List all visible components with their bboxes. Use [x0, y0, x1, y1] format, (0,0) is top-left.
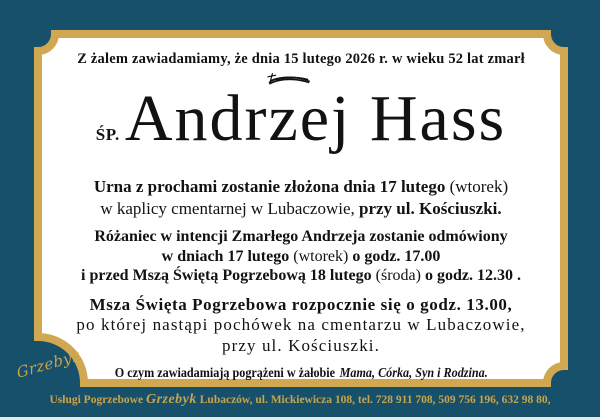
rosary-line-2-bold-a: w dniach 17 lutego	[161, 247, 294, 265]
rosary-line-3-bold-b: o godz. 12.30 .	[420, 267, 521, 284]
urn-line-2-plain: w kaplicy cmentarnej w Lubaczowie,	[100, 199, 360, 218]
mass-line-3: przy ul. Kościuszki.	[222, 335, 380, 355]
rosary-line-1: Różaniec w intencji Zmarłego Andrzeja zostanie odmówiony	[94, 228, 508, 245]
urn-info	[94, 176, 508, 220]
family-names: Mama, Córka, Syn i Rodzina.	[339, 365, 488, 380]
rosary-line-3	[81, 266, 521, 286]
mass-line-2: po której nastąpi pochówek na cmentarzu w Lubaczowie,	[76, 315, 526, 334]
urn-line-1-bold: Urna z prochami zostanie złożona dnia 17 lutego	[93, 177, 450, 196]
funeral-home-footer	[0, 392, 600, 408]
deceased-name-row	[95, 82, 507, 169]
rosary-line-2-bold-b: o godz. 17.00	[348, 247, 441, 265]
footer-brand-name: Grzebyk	[145, 392, 197, 407]
family-line	[114, 365, 487, 381]
urn-line-2-bold: przy ul. Kościuszki.	[359, 199, 502, 218]
rosary-line-2	[81, 247, 521, 267]
rosary-info	[81, 227, 521, 286]
footer-suffix: Lubaczów, ul. Mickiewicza 108, tel. 728 911 708, 509 756 196, 632 98 80,	[196, 394, 551, 406]
rosary-line-3-bold-a: i przed Mszą Świętą Pogrzebową 18 lutego	[81, 267, 376, 284]
deceased-name: Andrzej Hass	[124, 82, 507, 155]
mass-line-1: Msza Święta Pogrzebowa rozpocznie się o godz. 13.00,	[89, 294, 513, 314]
mass-info	[76, 295, 525, 357]
family-prefix: O czym zawiadamiają pogrążeni w żałobie	[114, 365, 335, 380]
sp-abbreviation: ŚP.	[95, 125, 120, 144]
funeral-home-signature: Grzebyk	[15, 345, 83, 382]
urn-line-1	[94, 176, 508, 198]
urn-line-1-paren: (wtorek)	[449, 177, 509, 196]
urn-line-2	[94, 198, 508, 220]
rosary-line-3-paren: (środa)	[375, 267, 421, 284]
announcement-card	[42, 37, 560, 381]
notice-line: Z żalem zawiadamiamy, że dnia 15 lutego 2026 r. w wieku 52 lat zmarł	[77, 51, 525, 67]
footer-prefix: Usługi Pogrzebowe	[49, 394, 146, 406]
rosary-line-2-paren: (wtorek)	[293, 247, 349, 265]
